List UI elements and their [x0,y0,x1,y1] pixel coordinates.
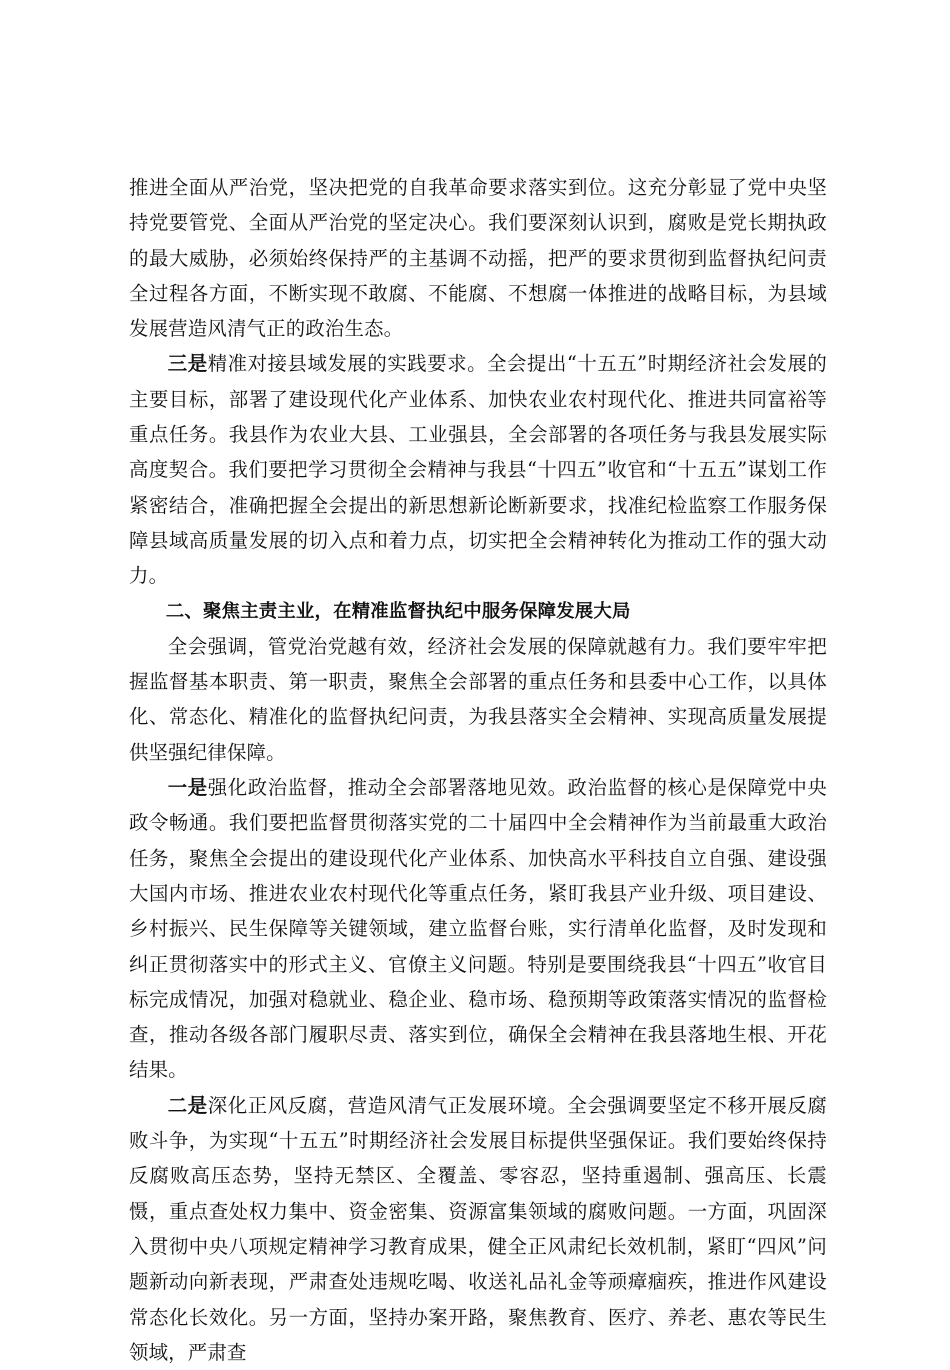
paragraph-point-two [129,1088,827,1370]
paragraph-text: 精准对接县域发展的实践要求。全会提出“十五五”时期经济社会发展的主要目标，部署了建设现代化产业体系、加快农业农村现代化、推进共同富裕等重点任务。我县作为农业大县、工业强县，全会部署的各项任务与我县发展实际高度契合。我们要把学习贯彻全会精神与我县“十四五”收官和“十五五”谋划工作紧密结合，准确把握全会提出的新思想新论断新要求，找准纪检监察工作服务保障县域高质量发展的切入点和着力点，切实把全会精神转化为推动工作的强大动力。 [129,352,827,588]
document-body [129,170,827,1370]
paragraph-lead: 三是 [167,352,208,376]
paragraph-intro: 全会强调，管党治党越有效，经济社会发展的保障就越有力。我们要牢牢把握监督基本职责、第一职责，聚焦全会部署的重点任务和县委中心工作，以具体化、常态化、精准化的监督执纪问责，为我县落实全会精神、实现高质量发展提供坚强纪律保障。 [129,634,827,764]
paragraph-lead: 二是 [167,1093,208,1117]
paragraph-point-one [129,770,827,1088]
paragraph-text: 强化政治监督，推动全会部署落地见效。政治监督的核心是保障党中央政令畅通。我们要把监督贯彻落实党的二十届四中全会精神作为当前最重大政治任务，聚焦全会提出的建设现代化产业体系、加快高水平科技自立自强、建设强大国内市场、推进农业农村现代化等重点任务，紧盯我县产业升级、项目建设、乡村振兴、民生保障等关键领域，建立监督台账，实行清单化监督，及时发现和纠正贯彻落实中的形式主义、官僚主义问题。特别是要围绕我县“十四五”收官目标完成情况，加强对稳就业、稳企业、稳市场、稳预期等政策落实情况的监督检查，推动各级各部门履职尽责、落实到位，确保全会精神在我县落地生根、开花结果。 [129,776,827,1082]
paragraph-continuation: 推进全面从严治党，坚决把党的自我革命要求落实到位。这充分彰显了党中央坚持党要管党、全面从严治党的坚定决心。我们要深刻认识到，腐败是党长期执政的最大威胁，必须始终保持严的主基调不动摇，把严的要求贯彻到监督执纪问责全过程各方面，不断实现不敢腐、不能腐、不想腐一体推进的战略目标，为县域发展营造风清气正的政治生态。 [129,176,827,341]
section-heading: 二、聚焦主责主业，在精准监督执纪中服务保障发展大局 [165,600,631,622]
paragraph-point-three [129,346,827,593]
paragraph-text: 深化正风反腐，营造风清气正发展环境。全会强调要坚定不移开展反腐败斗争，为实现“十五五”时期经济社会发展目标提供坚强保证。我们要始终保持反腐败高压态势，坚持无禁区、全覆盖、零容忍，坚持重遏制、强高压、长震慑，重点查处权力集中、资金密集、资源富集领域的腐败问题。一方面，巩固深入贯彻中央八项规定精神学习教育成果，健全正风肃纪长效机制，紧盯“四风”问题新动向新表现，严肃查处违规吃喝、收送礼品礼金等顽瘴痼疾，推进作风建设常态化长效化。另一方面，坚持办案开路，聚焦教育、医疗、养老、惠农等民生领域，严肃查 [129,1093,827,1364]
paragraph-lead: 一是 [167,776,208,800]
